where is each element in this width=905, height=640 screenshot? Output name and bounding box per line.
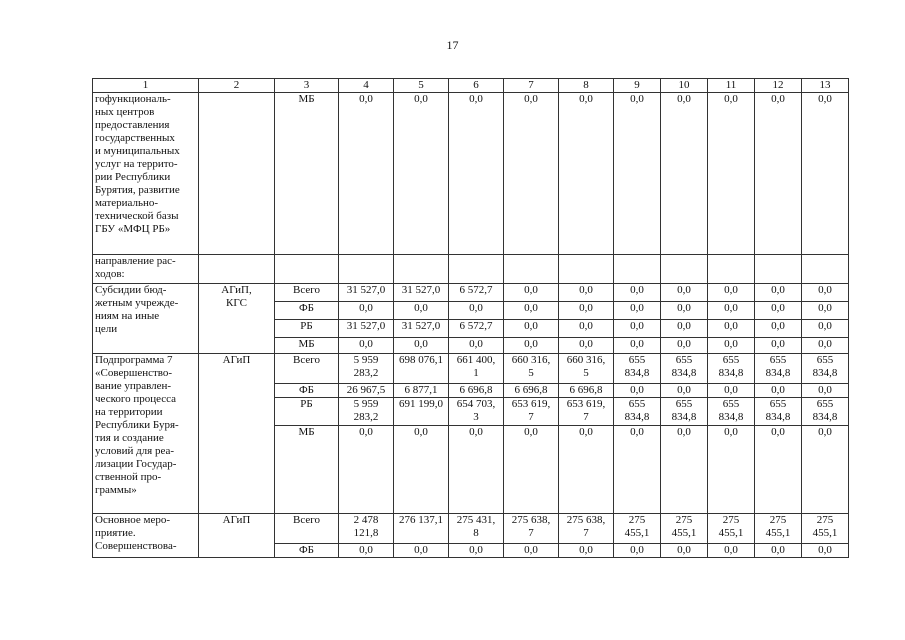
funding-source-cell: Всего [275,354,339,384]
amount-cell: 0,0 [802,426,849,514]
amount-cell: 0,0 [559,338,614,354]
amount-cell: 660 316, 5 [504,354,559,384]
amount-cell: 0,0 [802,338,849,354]
amount-cell: 0,0 [504,320,559,338]
amount-cell: 0,0 [708,93,755,255]
amount-cell: 0,0 [614,426,661,514]
amount-cell: 691 199,0 [394,398,449,426]
funding-source-cell: Всего [275,514,339,544]
funding-source-cell: Всего [275,284,339,302]
amount-cell: 0,0 [559,544,614,558]
amount-cell: 0,0 [802,320,849,338]
amount-cell: 654 703, 3 [449,398,504,426]
amount-cell: 0,0 [394,426,449,514]
amount-cell: 0,0 [559,320,614,338]
funding-source-cell: МБ [275,426,339,514]
amount-cell [614,255,661,284]
amount-cell: 661 400, 1 [449,354,504,384]
amount-cell: 275 638, 7 [559,514,614,544]
amount-cell [394,255,449,284]
amount-cell: 0,0 [708,284,755,302]
amount-cell: 0,0 [661,93,708,255]
amount-cell: 0,0 [559,426,614,514]
amount-cell: 276 137,1 [394,514,449,544]
amount-cell: 31 527,0 [339,284,394,302]
amount-cell: 0,0 [661,284,708,302]
amount-cell: 0,0 [559,93,614,255]
funding-source-cell: ФБ [275,302,339,320]
amount-cell: 655 834,8 [708,354,755,384]
amount-cell: 655 834,8 [614,398,661,426]
amount-cell: 0,0 [614,384,661,398]
amount-cell: 275 455,1 [802,514,849,544]
executor-cell: АГиП [199,514,275,558]
table-body [93,79,849,558]
amount-cell: 653 619, 7 [504,398,559,426]
amount-cell: 0,0 [504,93,559,255]
amount-cell: 653 619, 7 [559,398,614,426]
amount-cell: 0,0 [755,544,802,558]
funding-source-cell: МБ [275,93,339,255]
amount-cell: 0,0 [614,544,661,558]
amount-cell: 0,0 [661,426,708,514]
amount-cell: 0,0 [614,302,661,320]
amount-cell: 0,0 [661,544,708,558]
amount-cell: 0,0 [449,544,504,558]
amount-cell: 0,0 [339,426,394,514]
executor-cell: АГиП [199,354,275,514]
executor-cell [199,93,275,255]
table-row [93,93,849,255]
amount-cell: 0,0 [504,284,559,302]
funding-source-cell [275,255,339,284]
amount-cell: 275 455,1 [708,514,755,544]
amount-cell: 0,0 [802,284,849,302]
amount-cell: 31 527,0 [394,284,449,302]
amount-cell: 275 455,1 [614,514,661,544]
amount-cell: 31 527,0 [394,320,449,338]
amount-cell: 0,0 [708,338,755,354]
column-number-6: 6 [449,79,504,93]
amount-cell: 0,0 [559,302,614,320]
amount-cell: 0,0 [614,320,661,338]
amount-cell: 0,0 [755,302,802,320]
column-number-5: 5 [394,79,449,93]
amount-cell [755,255,802,284]
amount-cell: 275 455,1 [661,514,708,544]
amount-cell: 0,0 [755,284,802,302]
amount-cell: 0,0 [394,544,449,558]
amount-cell: 6 696,8 [559,384,614,398]
amount-cell: 0,0 [802,302,849,320]
amount-cell: 0,0 [661,384,708,398]
column-number-8: 8 [559,79,614,93]
column-number-10: 10 [661,79,708,93]
amount-cell: 698 076,1 [394,354,449,384]
amount-cell: 6 572,7 [449,284,504,302]
funding-source-cell: МБ [275,338,339,354]
amount-cell: 5 959 283,2 [339,398,394,426]
column-number-7: 7 [504,79,559,93]
amount-cell: 0,0 [802,544,849,558]
item-name-cell: Основное меро- приятие. Совершенствова- [93,514,199,558]
amount-cell [708,255,755,284]
amount-cell: 0,0 [559,284,614,302]
amount-cell: 655 834,8 [755,354,802,384]
amount-cell: 0,0 [802,93,849,255]
amount-cell [339,255,394,284]
amount-cell: 0,0 [449,93,504,255]
amount-cell: 655 834,8 [661,354,708,384]
amount-cell: 655 834,8 [708,398,755,426]
executor-cell: АГиП, КГС [199,284,275,354]
amount-cell: 0,0 [449,302,504,320]
amount-cell: 0,0 [755,384,802,398]
amount-cell: 0,0 [504,302,559,320]
column-number-13: 13 [802,79,849,93]
amount-cell: 6 696,8 [449,384,504,398]
amount-cell: 0,0 [449,426,504,514]
header-row [93,79,849,93]
funding-source-cell: РБ [275,320,339,338]
amount-cell: 6 572,7 [449,320,504,338]
item-name-cell: Субсидии бюд- жетным учрежде- ниям на иные цели [93,284,199,354]
column-number-3: 3 [275,79,339,93]
item-name-cell: Подпрограмма 7 «Совершенство- вание управлен- ческого процесса на территории Республики Буря- тия и создание условий для реа- лизации Государ- ственной про- граммы» [93,354,199,514]
item-name-cell: гофункциональ- ных центров предоставления государственных и муниципальных услуг на террито- рии Республики Бурятия, развитие материально- технической базы ГБУ «МФЦ РБ» [93,93,199,255]
amount-cell: 655 834,8 [802,398,849,426]
amount-cell [504,255,559,284]
column-number-12: 12 [755,79,802,93]
amount-cell: 0,0 [614,284,661,302]
amount-cell: 275 455,1 [755,514,802,544]
executor-cell [199,255,275,284]
column-number-11: 11 [708,79,755,93]
item-name-cell: направление рас- ходов: [93,255,199,284]
table-row [93,354,849,384]
amount-cell: 0,0 [614,338,661,354]
amount-cell: 0,0 [708,544,755,558]
amount-cell: 0,0 [661,302,708,320]
amount-cell: 0,0 [339,302,394,320]
amount-cell: 0,0 [708,302,755,320]
amount-cell: 0,0 [449,338,504,354]
amount-cell: 0,0 [755,93,802,255]
amount-cell [559,255,614,284]
amount-cell: 26 967,5 [339,384,394,398]
funding-source-cell: ФБ [275,384,339,398]
column-number-1: 1 [93,79,199,93]
amount-cell: 0,0 [755,338,802,354]
column-number-9: 9 [614,79,661,93]
table-row [93,284,849,302]
amount-cell: 0,0 [661,338,708,354]
amount-cell: 275 431, 8 [449,514,504,544]
column-number-2: 2 [199,79,275,93]
amount-cell: 0,0 [394,302,449,320]
amount-cell: 0,0 [339,338,394,354]
amount-cell: 0,0 [708,384,755,398]
amount-cell: 655 834,8 [661,398,708,426]
amount-cell: 0,0 [504,426,559,514]
amount-cell: 0,0 [755,320,802,338]
amount-cell: 0,0 [708,426,755,514]
page-number: 17 [446,38,459,52]
amount-cell: 0,0 [504,338,559,354]
amount-cell: 6 877,1 [394,384,449,398]
amount-cell: 0,0 [755,426,802,514]
amount-cell: 0,0 [394,93,449,255]
table-row [93,255,849,284]
table-row [93,514,849,544]
amount-cell: 275 638, 7 [504,514,559,544]
amount-cell: 2 478 121,8 [339,514,394,544]
amount-cell: 0,0 [802,384,849,398]
amount-cell: 0,0 [504,544,559,558]
column-number-4: 4 [339,79,394,93]
funding-source-cell: ФБ [275,544,339,558]
funding-source-cell: РБ [275,398,339,426]
amount-cell [449,255,504,284]
amount-cell: 0,0 [708,320,755,338]
amount-cell: 6 696,8 [504,384,559,398]
amount-cell: 31 527,0 [339,320,394,338]
amount-cell: 0,0 [614,93,661,255]
amount-cell [802,255,849,284]
amount-cell: 5 959 283,2 [339,354,394,384]
amount-cell: 0,0 [394,338,449,354]
amount-cell: 0,0 [339,544,394,558]
amount-cell: 655 834,8 [614,354,661,384]
budget-table [92,78,849,558]
amount-cell: 655 834,8 [802,354,849,384]
amount-cell: 655 834,8 [755,398,802,426]
amount-cell: 0,0 [339,93,394,255]
amount-cell [661,255,708,284]
amount-cell: 0,0 [661,320,708,338]
amount-cell: 660 316, 5 [559,354,614,384]
